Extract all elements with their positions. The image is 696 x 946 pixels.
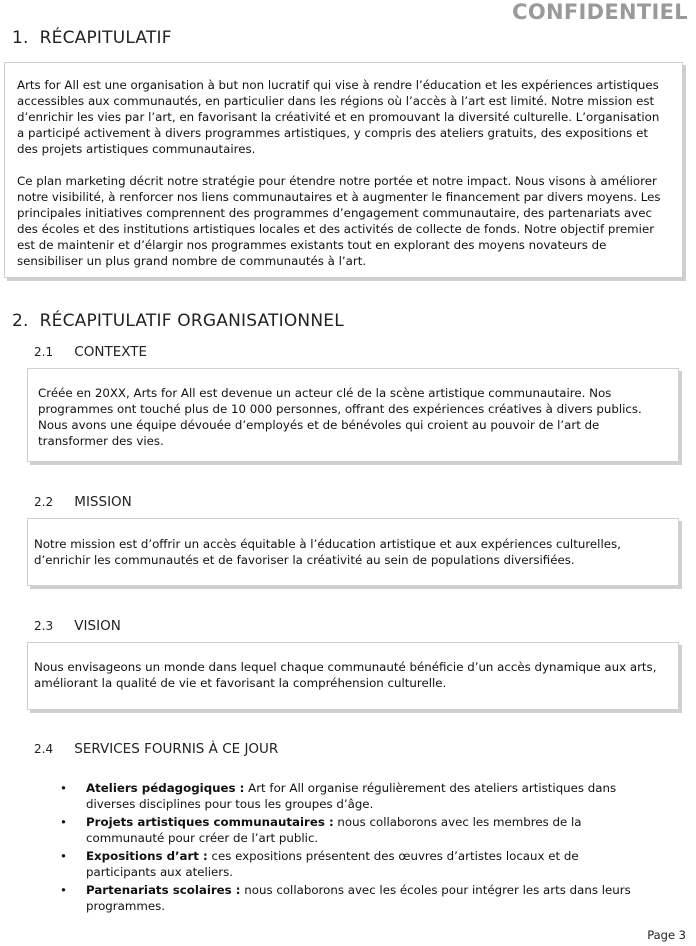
contexte-title: CONTEXTE [74, 344, 148, 360]
bullet-icon: • [60, 815, 67, 829]
summary-paragraph-2: Ce plan marketing décrit notre stratégie pour étendre notre portée et notre impact. Nous visons à améliorer notre visibilité, à renforcer nos liens communautaires et à augmenter le financement par divers moyens. Les principales initiatives comprennent des programmes d’engagement communautaire, des partenariats avec des écoles et des institutions artistiques locales et des activités de collecte de fonds. Notre objectif premier est de maintenir et d’élargir nos programmes existants tout en explorant des moyens novateurs de sensibiliser un plus grand nombre de communautés à l’art. [17, 174, 661, 268]
vision-number: 2.3 [34, 619, 54, 633]
list-item [60, 814, 650, 846]
summary-box [4, 62, 683, 278]
summary-paragraph-1: Arts for All est une organisation à but non lucratif qui vise à rendre l’éducation et les expériences artistiques accessibles aux communautés, en particulier dans les régions où l’accès à l’art est limité. Notre mission est d’enrichir les vies par l’art, en favorisant la créativité et en promouvant la diversité culturelle. L’organisation a participé activement à divers programmes artistiques, y compris des ateliers gratuits, des expositions et des projets artistiques communautaires. [17, 78, 660, 156]
services-number: 2.4 [34, 742, 54, 756]
services-list [60, 780, 650, 916]
vision-box [27, 642, 679, 710]
service-text: nous collaborons avec les membres de la communauté pour créer de l’art public. [86, 815, 582, 845]
section-1-number: 1. [12, 28, 29, 48]
service-label: Ateliers pédagogiques : [86, 781, 245, 795]
page-number: Page 3 [647, 928, 686, 942]
section-2-title: RÉCAPITULATIF ORGANISATIONNEL [39, 311, 344, 331]
contexte-number: 2.1 [34, 345, 54, 359]
service-label: Projets artistiques communautaires : [86, 815, 334, 829]
section-2-heading [12, 311, 344, 331]
bullet-icon: • [60, 781, 67, 795]
mission-text: Notre mission est d’offrir un accès équitable à l’éducation artistique et aux expériences culturelles, d’enrichir les communautés et de favoriser la créativité au sein de populations diversifiées. [34, 537, 621, 567]
section-2-number: 2. [12, 311, 29, 331]
list-item [60, 882, 650, 914]
service-text: ces expositions présentent des œuvres d’artistes locaux et de participants aux ateliers. [86, 849, 579, 879]
bullet-icon: • [60, 849, 67, 863]
list-item [60, 848, 650, 880]
contexte-text: Créée en 20XX, Arts for All est devenue un acteur clé de la scène artistique communautaire. Nos programmes ont touché plus de 10 000 personnes, offrant des expériences créatives à divers publics. Nous avons une équipe dévouée d’employés et de bénévoles qui croient au pouvoir de l’art de transformer des vies. [38, 386, 642, 448]
mission-heading [34, 494, 132, 510]
vision-heading [34, 618, 121, 634]
service-label: Partenariats scolaires : [86, 883, 241, 897]
service-text: nous collaborons avec les écoles pour intégrer les arts dans leurs programmes. [86, 883, 631, 913]
contexte-heading [34, 344, 147, 360]
vision-title: VISION [74, 618, 121, 634]
contexte-box [27, 368, 679, 462]
service-label: Expositions d’art : [86, 849, 208, 863]
bullet-icon: • [60, 883, 67, 897]
section-1-title: RÉCAPITULATIF [39, 28, 172, 48]
services-heading [34, 741, 278, 757]
list-item [60, 780, 650, 812]
mission-number: 2.2 [34, 495, 54, 509]
section-1-heading [12, 28, 172, 48]
services-title: SERVICES FOURNIS À CE JOUR [74, 741, 279, 757]
vision-text: Nous envisageons un monde dans lequel chaque communauté bénéficie d’un accès dynamique aux arts, améliorant la qualité de vie et favorisant la compréhension culturelle. [34, 660, 657, 690]
confidential-label: CONFIDENTIEL [512, 0, 688, 24]
mission-title: MISSION [74, 494, 132, 510]
mission-box [27, 518, 679, 586]
service-text: Art for All organise régulièrement des ateliers artistiques dans diverses disciplines pour tous les groupes d’âge. [86, 781, 617, 811]
